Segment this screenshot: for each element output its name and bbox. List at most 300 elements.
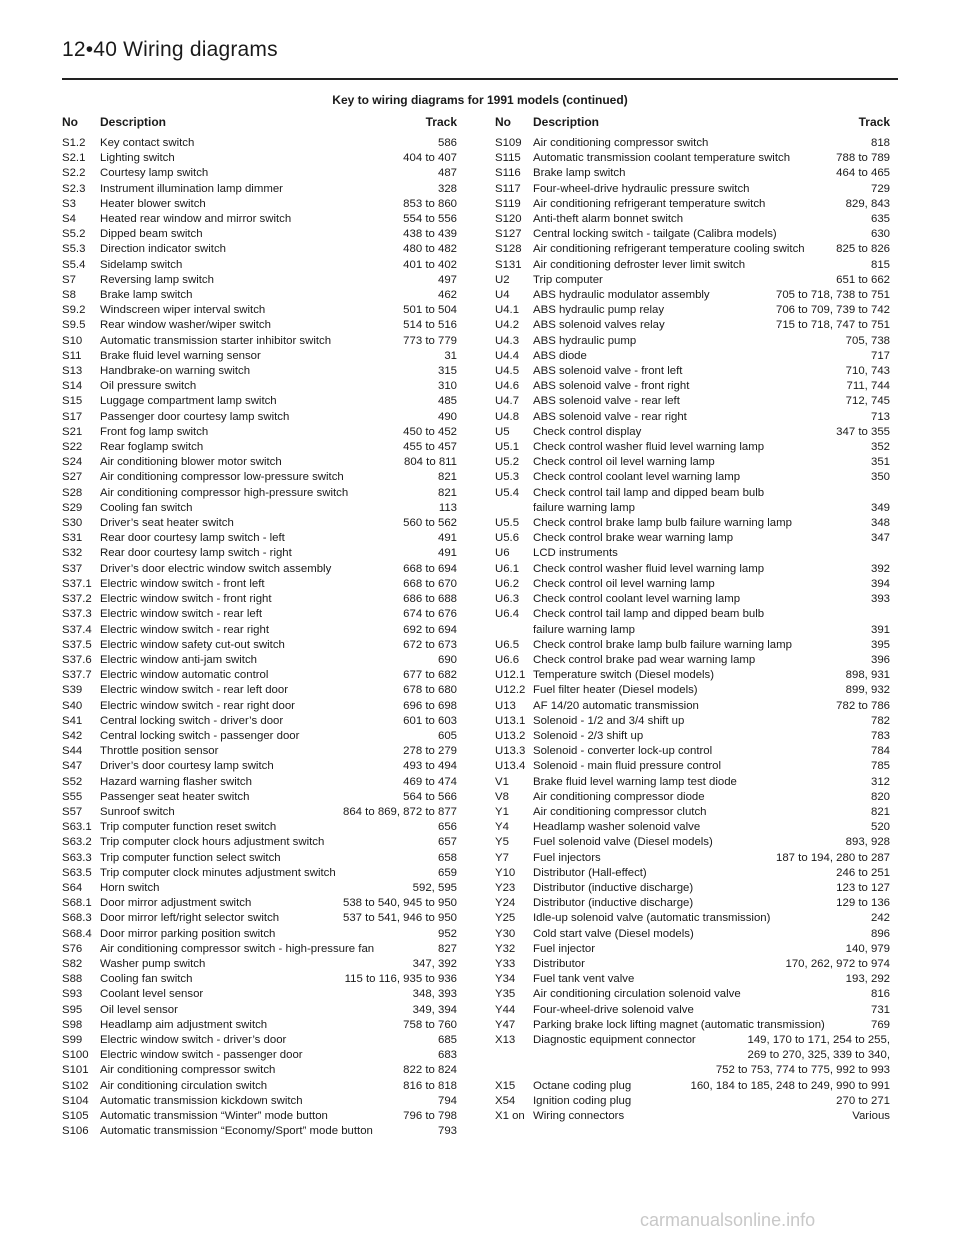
entry-track: 713: [870, 410, 890, 423]
entry-no: Y25: [495, 912, 516, 925]
entry-description: Brake lamp switch: [100, 289, 193, 302]
entry-row: [495, 227, 890, 242]
entry-description: Fuel filter heater (Diesel models): [533, 684, 698, 697]
entry-track: 115 to 116, 935 to 936: [344, 973, 457, 986]
entry-track: 491: [437, 532, 457, 545]
entry-description: Check control brake wear warning lamp: [533, 532, 734, 545]
entry-track: 352: [870, 441, 890, 454]
entry-no: S5.2: [62, 228, 86, 241]
entry-no: U4.1: [495, 304, 520, 317]
entry-row: [495, 136, 890, 151]
entry-description: Driver’s door electric window switch assembly: [100, 562, 332, 575]
entry-track: 711, 744: [846, 380, 890, 393]
entry-no: U4.6: [495, 380, 520, 393]
entry-description: Brake fluid level warning sensor: [100, 349, 261, 362]
entry-description: Rear door courtesy lamp switch - left: [100, 532, 285, 545]
entry-row: [495, 866, 890, 881]
entry-row: [495, 364, 890, 379]
entry-row: [495, 790, 890, 805]
entry-track: 394: [870, 577, 890, 590]
entry-track: 605: [437, 729, 457, 742]
entry-row: [62, 212, 457, 227]
entry-no: S37.4: [62, 623, 92, 636]
entry-track: 123 to 127: [836, 881, 890, 894]
entry-row: [62, 440, 457, 455]
entry-row: [62, 881, 457, 896]
right-column: [495, 114, 890, 1124]
entry-no: Y47: [495, 1018, 516, 1031]
entry-row: [62, 1048, 457, 1063]
entry-description: Handbrake-on warning switch: [100, 365, 251, 378]
entry-row: [62, 364, 457, 379]
entry-row: [495, 349, 890, 364]
entry-description: Idle-up solenoid valve (automatic transmission): [533, 912, 771, 925]
entry-track: 668 to 694: [403, 562, 457, 575]
entry-row: [62, 577, 457, 592]
entry-description: ABS solenoid valves relay: [533, 319, 665, 332]
entry-no: U4.4: [495, 349, 520, 362]
entry-no: S32: [62, 547, 83, 560]
entry-description: AF 14/20 automatic transmission: [533, 699, 699, 712]
entry-track: 564 to 566: [403, 790, 457, 803]
entry-track: 520: [870, 821, 890, 834]
entry-track: 514 to 516: [403, 319, 457, 332]
entry-track: 758 to 760: [403, 1018, 457, 1031]
entry-no: Y7: [495, 851, 509, 864]
entry-description: Trip computer function select switch: [100, 851, 281, 864]
left-column: [62, 114, 457, 1139]
entry-track: 455 to 457: [403, 441, 457, 454]
entry-track: 821: [870, 805, 890, 818]
entry-no: S5.4: [62, 258, 86, 271]
entry-row: [495, 197, 890, 212]
entry-track: 396: [870, 653, 890, 666]
entry-row: [495, 851, 890, 866]
entry-row: [62, 592, 457, 607]
entry-no: S55: [62, 790, 83, 803]
entry-no: U5.3: [495, 471, 520, 484]
entry-row: [62, 1018, 457, 1033]
entry-row: [495, 516, 890, 531]
entry-row: [62, 410, 457, 425]
entry-row: [495, 379, 890, 394]
entry-row: [495, 1033, 890, 1048]
entry-track: 793: [437, 1125, 457, 1138]
entry-track: 657: [437, 836, 457, 849]
entry-row: [62, 562, 457, 577]
entry-track: 160, 184 to 185, 248 to 249, 990 to 991: [690, 1079, 890, 1092]
entry-no: S101: [62, 1064, 89, 1077]
entry-no: S76: [62, 942, 83, 955]
entry-description: Electric window switch - rear left: [100, 608, 263, 621]
entry-no: Y33: [495, 957, 516, 970]
entry-row: [495, 212, 890, 227]
entry-no: S63.1: [62, 821, 92, 834]
entry-no: S93: [62, 988, 83, 1001]
entry-description: Air conditioning refrigerant temperature cooling switch: [533, 243, 805, 256]
entry-row: [495, 440, 890, 455]
entry-track: 393: [870, 593, 890, 606]
entry-track: 731: [870, 1003, 890, 1016]
entry-description: Air conditioning compressor diode: [533, 790, 705, 803]
entry-no: Y32: [495, 942, 516, 955]
entry-row: [495, 653, 890, 668]
entry-row: [495, 577, 890, 592]
entry-row: [62, 486, 457, 501]
entry-row: [495, 1063, 890, 1078]
entry-description: Electric window safety cut-out switch: [100, 638, 285, 651]
entry-no: S119: [495, 197, 521, 210]
entry-track: 242: [870, 912, 890, 925]
entry-no: S95: [62, 1003, 83, 1016]
entry-track: 827: [437, 942, 457, 955]
entry-description: Door mirror adjustment switch: [100, 897, 252, 910]
entry-track: 896: [870, 927, 890, 940]
entry-description: Electric window switch - passenger door: [100, 1049, 303, 1062]
entry-track: 349, 394: [412, 1003, 457, 1016]
entry-description: ABS solenoid valve - rear left: [533, 395, 680, 408]
entry-row: [62, 531, 457, 546]
entry-description: Air conditioning compressor clutch: [533, 805, 707, 818]
entry-row: [495, 592, 890, 607]
entry-description: Driver’s seat heater switch: [100, 517, 234, 530]
entry-description: Automatic transmission coolant temperature switch: [533, 152, 791, 165]
entry-track: 490: [437, 410, 457, 423]
entry-description: Check control washer fluid level warning lamp: [533, 562, 765, 575]
entry-no: S120: [495, 213, 522, 226]
entry-description: Check control brake pad wear warning lamp: [533, 653, 756, 666]
entry-track: 480 to 482: [403, 243, 457, 256]
entry-description: Fuel tank vent valve: [533, 973, 635, 986]
entry-track: 820: [870, 790, 890, 803]
entry-no: S24: [62, 456, 83, 469]
entry-track: 672 to 673: [403, 638, 457, 651]
entry-row: [62, 805, 457, 820]
entry-description: Solenoid - 1/2 and 3/4 shift up: [533, 714, 685, 727]
entry-row: [62, 1063, 457, 1078]
entry-track: 438 to 439: [403, 228, 457, 241]
entry-no: S2.2: [62, 167, 86, 180]
left-entry-list: [62, 136, 457, 1139]
entry-no: U4.2: [495, 319, 520, 332]
entry-track: 794: [437, 1094, 457, 1107]
entry-row: [62, 182, 457, 197]
entry-no: S68.4: [62, 927, 92, 940]
entry-description: Heated rear window and mirror switch: [100, 213, 292, 226]
entry-no: U12.1: [495, 669, 526, 682]
entry-no: U2: [495, 273, 510, 286]
entry-row: [495, 881, 890, 896]
header-rule: [62, 78, 898, 80]
entry-row: [62, 683, 457, 698]
entry-description: Distributor (inductive discharge): [533, 897, 694, 910]
entry-row: [495, 927, 890, 942]
entry-no: U5.2: [495, 456, 520, 469]
entry-track: 825 to 826: [836, 243, 890, 256]
entry-description: Headlamp aim adjustment switch: [100, 1018, 268, 1031]
entry-track: 278 to 279: [403, 745, 457, 758]
entry-description: Parking brake lock lifting magnet (automatic transmission): [533, 1018, 825, 1031]
entry-track: 705 to 718, 738 to 751: [775, 289, 890, 302]
entry-no: U6.2: [495, 577, 520, 590]
entry-row: [62, 866, 457, 881]
entry-track: 829, 843: [845, 197, 890, 210]
entry-description: Check control tail lamp and dipped beam bulb: [533, 486, 765, 499]
entry-no: S106: [62, 1125, 89, 1138]
entry-track: 853 to 860: [403, 197, 457, 210]
page-header: 12•40 Wiring diagrams: [62, 38, 278, 61]
entry-row: [62, 242, 457, 257]
entry-row: [495, 425, 890, 440]
entry-track: 785: [870, 760, 890, 773]
entry-description: Door mirror parking position switch: [100, 927, 276, 940]
entry-description: Central locking switch - tailgate (Calibra models): [533, 228, 777, 241]
entry-no: S99: [62, 1033, 83, 1046]
entry-track: 752 to 753, 774 to 775, 992 to 993: [715, 1064, 890, 1077]
entry-no: S17: [62, 410, 83, 423]
entry-row: [495, 759, 890, 774]
entry-track: 493 to 494: [403, 760, 457, 773]
entry-row: [495, 486, 890, 501]
entry-track: 348: [870, 517, 890, 530]
header-track: Track: [858, 115, 890, 129]
entry-no: S15: [62, 395, 83, 408]
entry-description: Horn switch: [100, 881, 160, 894]
entry-description: Fuel injector: [533, 942, 596, 955]
entry-no: U12.2: [495, 684, 526, 697]
entry-no: S37.3: [62, 608, 92, 621]
entry-track: 349: [870, 501, 890, 514]
entry-row: [495, 638, 890, 653]
entry-no: S37: [62, 562, 83, 575]
entry-description: Key contact switch: [100, 137, 195, 149]
entry-track: 487: [437, 167, 457, 180]
entry-track: 782 to 786: [836, 699, 890, 712]
entry-track: 462: [437, 289, 457, 302]
entry-no: U5.1: [495, 441, 520, 454]
entry-no: S63.3: [62, 851, 92, 864]
entry-description: Air conditioning blower motor switch: [100, 456, 282, 469]
watermark: carmanualsonline.info: [640, 1210, 816, 1230]
entry-track: 31: [444, 349, 457, 362]
entry-no: Y34: [495, 973, 516, 986]
entry-description: ABS solenoid valve - front left: [533, 365, 683, 378]
entry-no: U4.5: [495, 365, 520, 378]
entry-row: [62, 470, 457, 485]
entry-row: [495, 151, 890, 166]
entry-track: 692 to 694: [403, 623, 457, 636]
entry-description: Wiring connectors: [533, 1110, 625, 1122]
entry-description: Ignition coding plug: [533, 1094, 632, 1107]
entry-track: 113: [438, 501, 457, 514]
entry-no: S105: [62, 1110, 89, 1122]
right-column-header: [495, 114, 890, 131]
entry-description: Octane coding plug: [533, 1079, 632, 1092]
entry-description: Passenger door courtesy lamp switch: [100, 410, 290, 423]
entry-description: Distributor: [533, 957, 585, 970]
entry-no: U6.6: [495, 653, 520, 666]
entry-row: [62, 318, 457, 333]
entry-row: [62, 835, 457, 850]
entry-description: Brake lamp switch: [533, 167, 626, 180]
entry-description: Reversing lamp switch: [100, 273, 214, 286]
entry-row: [495, 607, 890, 622]
entry-row: [62, 273, 457, 288]
entry-no: S47: [62, 760, 83, 773]
entry-row: [495, 942, 890, 957]
entry-track: 796 to 798: [403, 1110, 457, 1122]
entry-no: Y1: [495, 805, 509, 818]
entry-row: [62, 911, 457, 926]
header-no: No: [62, 115, 78, 129]
entry-no: S27: [62, 471, 83, 484]
entry-description: Throttle position sensor: [100, 745, 219, 758]
entry-track: 464 to 465: [836, 167, 890, 180]
entry-description: Fuel solenoid valve (Diesel models): [533, 836, 713, 849]
entry-description: Lighting switch: [100, 152, 175, 165]
entry-track: 656: [437, 821, 457, 834]
entry-row: [62, 501, 457, 516]
entry-no: S117: [495, 182, 521, 195]
entry-description: Electric window switch - driver’s door: [100, 1033, 287, 1046]
entry-track: 952: [437, 927, 457, 940]
entry-row: [62, 790, 457, 805]
entry-track: 705, 738: [845, 334, 890, 347]
entry-no: S109: [495, 137, 522, 149]
entry-row: [495, 318, 890, 333]
entry-row: [495, 623, 890, 638]
entry-description: Fuel injectors: [533, 851, 601, 864]
entry-description: Oil level sensor: [100, 1003, 178, 1016]
entry-track: 899, 932: [845, 684, 890, 697]
entry-no: S131: [495, 258, 522, 271]
entry-no: S3: [62, 197, 76, 210]
entry-description: Automatic transmission “Winter” mode button: [100, 1110, 328, 1122]
entry-no: S52: [62, 775, 83, 788]
entry-no: S37.1: [62, 577, 92, 590]
entry-no: S82: [62, 957, 83, 970]
entry-track: 347, 392: [412, 957, 457, 970]
entry-no: S68.1: [62, 897, 92, 910]
entry-track: 659: [437, 866, 457, 879]
entry-no: S68.3: [62, 912, 92, 925]
entry-description: Electric window switch - rear left door: [100, 684, 289, 697]
entry-row: [495, 273, 890, 288]
entry-row: [62, 197, 457, 212]
entry-description: Sunroof switch: [100, 805, 175, 818]
entry-row: [62, 394, 457, 409]
entry-no: S63.5: [62, 866, 92, 879]
right-entry-list: [495, 136, 890, 1124]
entry-row: [62, 759, 457, 774]
entry-description: ABS solenoid valve - front right: [533, 380, 690, 393]
entry-no: U6.3: [495, 593, 520, 606]
entry-row: [495, 957, 890, 972]
entry-no: S116: [495, 167, 521, 180]
entry-no: S128: [495, 243, 522, 256]
entry-row: [495, 699, 890, 714]
entry-track: 469 to 474: [403, 775, 457, 788]
entry-description: Hazard warning flasher switch: [100, 775, 252, 788]
entry-no: S57: [62, 805, 83, 818]
entry-track: 351: [870, 456, 890, 469]
entry-track: 804 to 811: [404, 456, 457, 469]
entry-row: [62, 379, 457, 394]
entry-description: Rear door courtesy lamp switch - right: [100, 547, 292, 560]
entry-no: U4.7: [495, 395, 520, 408]
entry-row: [495, 1048, 890, 1063]
entry-no: S37.6: [62, 653, 92, 666]
entry-row: [62, 957, 457, 972]
entry-no: X15: [495, 1079, 516, 1092]
entry-row: [495, 896, 890, 911]
entry-track: 630: [870, 228, 890, 241]
entry-description: Air conditioning defroster lever limit switch: [533, 258, 746, 271]
entry-no: S4: [62, 213, 76, 226]
entry-description: Distributor (inductive discharge): [533, 881, 694, 894]
entry-description: ABS hydraulic modulator assembly: [533, 289, 710, 302]
entry-no: S39: [62, 684, 83, 697]
entry-no: S31: [62, 532, 83, 545]
entry-description: ABS diode: [533, 349, 587, 362]
entry-no: U5.5: [495, 517, 520, 530]
entry-row: [62, 775, 457, 790]
entry-track: 450 to 452: [403, 425, 457, 438]
entry-no: Y4: [495, 821, 509, 834]
entry-track: 592, 595: [412, 881, 457, 894]
entry-row: [495, 455, 890, 470]
entry-no: S37.5: [62, 638, 92, 651]
entry-row: [495, 668, 890, 683]
entry-row: [495, 714, 890, 729]
entry-row: [62, 1094, 457, 1109]
entry-row: [62, 1003, 457, 1018]
entry-no: X1 on: [495, 1110, 525, 1122]
entry-description: Solenoid - main fluid pressure control: [533, 760, 722, 773]
entry-track: 350: [870, 471, 890, 484]
entry-row: [495, 334, 890, 349]
entry-no: Y23: [495, 881, 516, 894]
header-description: Description: [100, 115, 167, 129]
entry-row: [495, 775, 890, 790]
entry-row: [62, 607, 457, 622]
entry-no: S29: [62, 501, 83, 514]
entry-no: S22: [62, 441, 83, 454]
entry-track: 686 to 688: [403, 593, 457, 606]
entry-track: 391: [870, 623, 890, 636]
entry-no: V1: [495, 775, 509, 788]
entry-no: S104: [62, 1094, 89, 1107]
entry-track: 788 to 789: [836, 152, 890, 165]
entry-track: 712, 745: [845, 395, 890, 408]
entry-track: 601 to 603: [403, 714, 457, 727]
header-description: Description: [533, 115, 600, 129]
entry-description: Passenger seat heater switch: [100, 790, 250, 803]
entry-row: [495, 820, 890, 835]
entry-row: [62, 166, 457, 181]
entry-no: Y10: [495, 866, 516, 879]
entry-row: [62, 349, 457, 364]
entry-no: S44: [62, 745, 83, 758]
entry-description: Automatic transmission starter inhibitor switch: [100, 334, 332, 347]
entry-track: 864 to 869, 872 to 877: [342, 805, 457, 818]
entry-description: Trip computer clock minutes adjustment switch: [100, 866, 336, 879]
entry-track: Various: [852, 1110, 890, 1122]
entry-track: 348, 393: [412, 988, 457, 1001]
entry-no: S88: [62, 973, 83, 986]
entry-track: 347: [870, 532, 890, 545]
entry-no: U6.4: [495, 608, 520, 621]
